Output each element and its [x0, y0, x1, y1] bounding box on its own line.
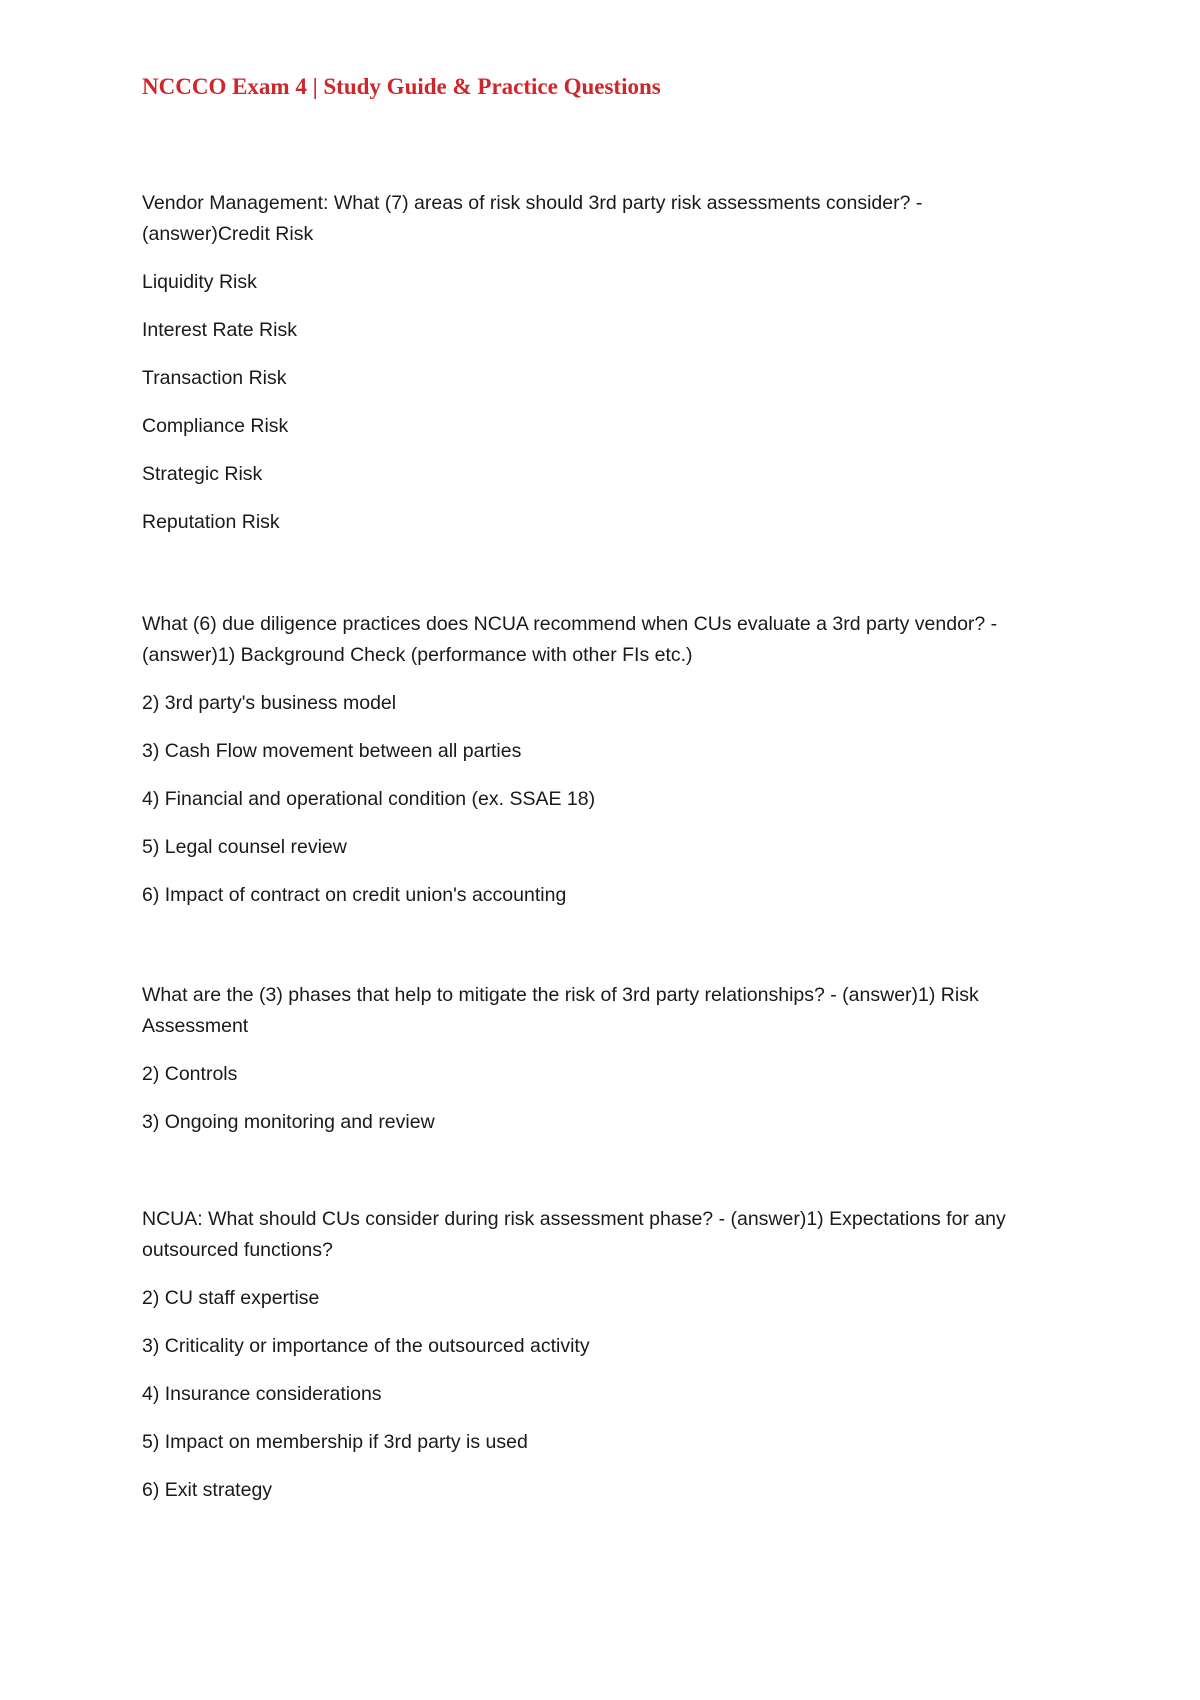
- document-title: NCCCO Exam 4 | Study Guide & Practice Questions: [142, 74, 661, 99]
- answer-line: Strategic Risk: [142, 463, 263, 485]
- qa-block: [142, 609, 1022, 911]
- answer-line: Liquidity Risk: [142, 271, 257, 293]
- answer-line: 2) CU staff expertise: [142, 1287, 320, 1309]
- question-text: NCUA: What should CUs consider during risk assessment phase? - (answer)1) Expectations for any outsourced functions?: [142, 1208, 1006, 1261]
- qa-block: [142, 1204, 1022, 1506]
- answer-line: 3) Criticality or importance of the outsourced activity: [142, 1335, 590, 1357]
- qa-block: [142, 980, 1022, 1138]
- answer-line: Reputation Risk: [142, 511, 280, 533]
- question-text: What (6) due diligence practices does NCUA recommend when CUs evaluate a 3rd party vendor? - (answer)1) Background Check (performance with other FIs etc.): [142, 613, 998, 666]
- answer-line: 2) Controls: [142, 1063, 238, 1085]
- answer-line: Compliance Risk: [142, 415, 289, 437]
- question-text: What are the (3) phases that help to mitigate the risk of 3rd party relationships? - (answer)1) Risk Assessment: [142, 984, 979, 1037]
- answer-line: 3) Ongoing monitoring and review: [142, 1111, 435, 1133]
- answer-line: 5) Legal counsel review: [142, 836, 347, 858]
- answer-line: Interest Rate Risk: [142, 319, 297, 341]
- qa-block: [142, 188, 1022, 538]
- answer-line: 4) Insurance considerations: [142, 1383, 382, 1405]
- question-text: Vendor Management: What (7) areas of risk should 3rd party risk assessments consider? - (answer)Credit Risk: [142, 192, 923, 245]
- answer-line: 6) Exit strategy: [142, 1479, 273, 1501]
- answer-line: Transaction Risk: [142, 367, 287, 389]
- answer-line: 4) Financial and operational condition (ex. SSAE 18): [142, 788, 596, 810]
- answer-line: 2) 3rd party's business model: [142, 692, 397, 714]
- answer-line: 5) Impact on membership if 3rd party is used: [142, 1431, 528, 1453]
- answer-line: 3) Cash Flow movement between all parties: [142, 740, 522, 762]
- answer-line: 6) Impact of contract on credit union's accounting: [142, 884, 567, 906]
